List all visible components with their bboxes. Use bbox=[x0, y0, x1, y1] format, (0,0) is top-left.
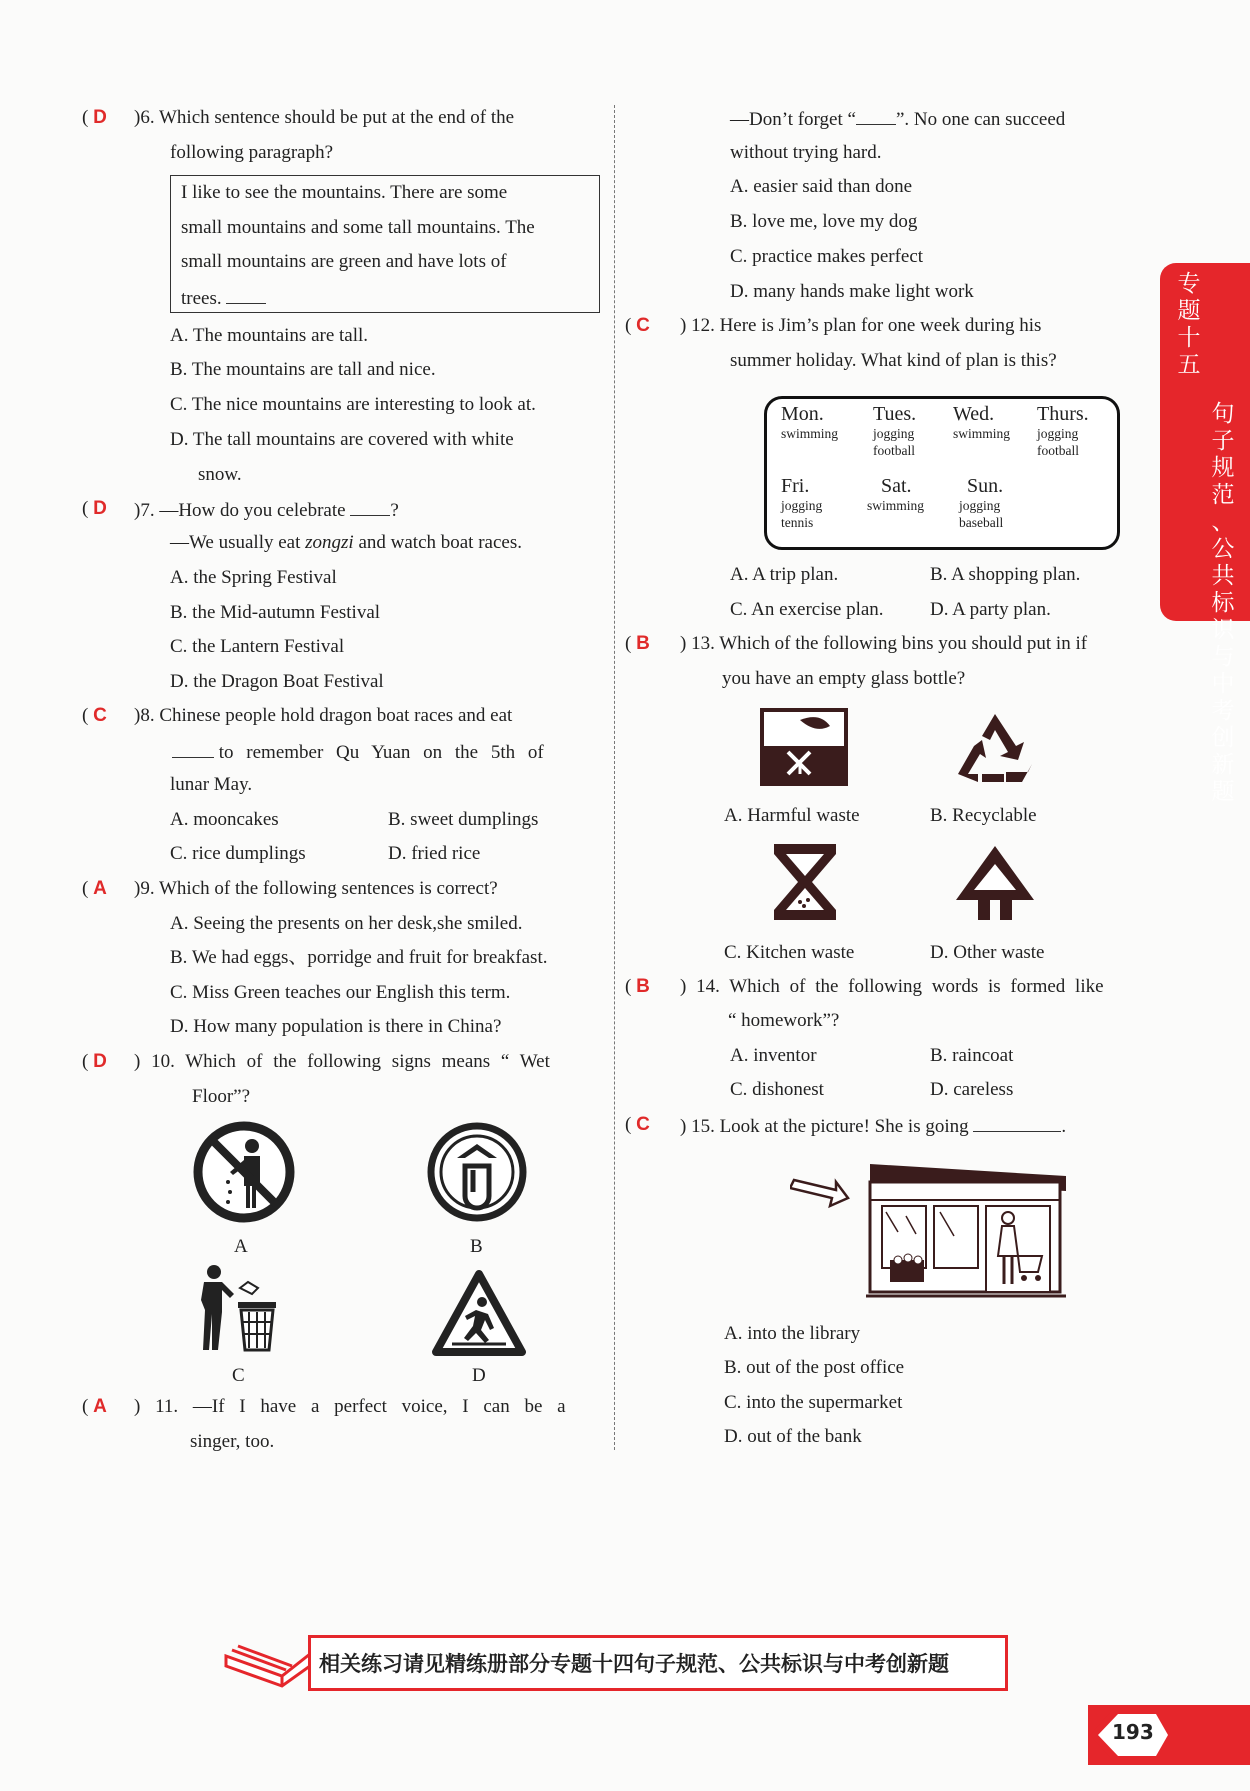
q8-answer: C bbox=[93, 705, 107, 726]
q11-reply-line2: without trying hard. bbox=[730, 142, 882, 163]
q11-answer-bracket: ( A bbox=[82, 1396, 107, 1417]
q14-option-a: A. inventor bbox=[730, 1045, 817, 1066]
chapter-side-tab bbox=[1160, 263, 1250, 805]
q12-answer-bracket: ( C bbox=[625, 315, 650, 336]
q6-passage-line3: small mountains are green and have lots of bbox=[181, 251, 507, 272]
chapter-tab-title: 句 子 规 范 、 公 共 标 识 与 中 考 创 新 题 bbox=[1211, 401, 1235, 805]
q6-stem-line2: following paragraph? bbox=[170, 142, 334, 163]
other-waste-icon bbox=[952, 842, 1038, 924]
pencil-book-icon bbox=[222, 1636, 314, 1688]
q8-stem-line2: to remember Qu Yuan on the 5th of bbox=[172, 739, 544, 765]
q12-stem-line1: ) 12. Here is Jim’s plan for one week during his bbox=[680, 315, 1042, 336]
q6-stem-line1: )6. Which sentence should be put at the end of the bbox=[134, 107, 515, 128]
q10-label-a: A bbox=[234, 1236, 248, 1257]
q6-passage-line4: trees. bbox=[181, 285, 266, 311]
q14-option-c: C. dishonest bbox=[730, 1079, 824, 1100]
column-divider bbox=[614, 105, 615, 1450]
q10-answer: D bbox=[93, 1051, 107, 1072]
q11-option-b: B. love me, love my dog bbox=[730, 211, 918, 232]
q9-option-a: A. Seeing the presents on her desk,she smiled. bbox=[170, 913, 523, 934]
q12-option-a: A. A trip plan. bbox=[730, 564, 839, 585]
q11-option-c: C. practice makes perfect bbox=[730, 246, 924, 267]
q7-option-a: A. the Spring Festival bbox=[170, 567, 337, 588]
wet-floor-sign-icon bbox=[430, 1268, 528, 1360]
plan-friday: Fri. jogging tennis bbox=[781, 475, 823, 530]
recycle-icon bbox=[952, 708, 1038, 788]
use-litter-bin-icon bbox=[196, 1262, 278, 1354]
q6-option-c: C. The nice mountains are interesting to look at. bbox=[170, 394, 536, 415]
q13-answer: B bbox=[636, 633, 650, 654]
q9-answer: A bbox=[93, 878, 107, 899]
page-number: 193 bbox=[1112, 1720, 1154, 1744]
q15-option-c: C. into the supermarket bbox=[724, 1392, 903, 1413]
harmful-waste-icon bbox=[760, 708, 848, 786]
q7-stem: )7. —How do you celebrate ? bbox=[134, 497, 399, 523]
q7-option-c: C. the Lantern Festival bbox=[170, 636, 345, 657]
q11-option-a: A. easier said than done bbox=[730, 176, 913, 197]
q15-option-b: B. out of the post office bbox=[724, 1357, 905, 1378]
q11-stem-line2: singer, too. bbox=[190, 1431, 275, 1452]
q10-label-d: D bbox=[472, 1365, 486, 1386]
q6-option-b: B. The mountains are tall and nice. bbox=[170, 359, 436, 380]
q15-stem: ) 15. Look at the picture! She is going . bbox=[680, 1113, 1066, 1139]
q7-answer-bracket: ( D bbox=[82, 498, 107, 519]
q8-stem-line3: lunar May. bbox=[170, 774, 253, 795]
q7-answer: D bbox=[93, 498, 107, 519]
q6-option-a: A. The mountains are tall. bbox=[170, 325, 369, 346]
q11-stem-line1: ) 11. —If I have a perfect voice, I can be a bbox=[134, 1396, 566, 1417]
q14-stem-line2: “ homework”? bbox=[728, 1010, 840, 1031]
plan-wednesday: Wed. swimming bbox=[953, 403, 1011, 441]
q12-option-d: D. A party plan. bbox=[930, 599, 1051, 620]
q9-answer-bracket: ( A bbox=[82, 878, 107, 899]
footer-reference-text: 相关练习请见精练册部分专题十四句子规范、公共标识与中考创新题 bbox=[319, 1652, 949, 1676]
q10-label-c: C bbox=[232, 1365, 245, 1386]
weekly-plan-board bbox=[764, 396, 1120, 550]
q7-option-d: D. the Dragon Boat Festival bbox=[170, 671, 384, 692]
q12-option-c: C. An exercise plan. bbox=[730, 599, 884, 620]
q13-stem-line2: you have an empty glass bottle? bbox=[722, 668, 966, 689]
q6-passage-line2: small mountains and some tall mountains. The bbox=[181, 217, 535, 238]
plan-tuesday: Tues. jogging football bbox=[873, 403, 917, 458]
q13-option-d: D. Other waste bbox=[930, 942, 1045, 963]
q10-label-b: B bbox=[470, 1236, 483, 1257]
q11-answer: A bbox=[93, 1396, 107, 1417]
hand-sign-icon bbox=[425, 1120, 529, 1224]
q13-option-a: A. Harmful waste bbox=[724, 805, 860, 826]
q8-option-c: C. rice dumplings bbox=[170, 843, 306, 864]
q13-stem-line1: ) 13. Which of the following bins you should put in if bbox=[680, 633, 1088, 654]
q9-option-b: B. We had eggs、porridge and fruit for breakfast. bbox=[170, 947, 548, 968]
q14-stem-line1: ) 14. Which of the following words is formed like bbox=[680, 976, 1104, 997]
plan-thursday: Thurs. jogging football bbox=[1037, 403, 1089, 458]
q14-option-d: D. careless bbox=[930, 1079, 1014, 1100]
q7-reply: —We usually eat zongzi and watch boat races. bbox=[170, 532, 522, 553]
plan-monday: Mon. swimming bbox=[781, 403, 839, 441]
plan-sunday: Sun. jogging baseball bbox=[959, 475, 1004, 530]
q10-answer-bracket: ( D bbox=[82, 1051, 107, 1072]
q15-option-a: A. into the library bbox=[724, 1323, 861, 1344]
q8-option-a: A. mooncakes bbox=[170, 809, 279, 830]
q6-option-d-cont: snow. bbox=[198, 464, 242, 485]
q13-option-c: C. Kitchen waste bbox=[724, 942, 855, 963]
q14-option-b: B. raincoat bbox=[930, 1045, 1014, 1066]
q6-passage-line1: I like to see the mountains. There are some bbox=[181, 182, 508, 203]
q13-option-b: B. Recyclable bbox=[930, 805, 1037, 826]
q15-answer-bracket: ( C bbox=[625, 1114, 650, 1135]
q12-option-b: B. A shopping plan. bbox=[930, 564, 1081, 585]
q6-answer: D bbox=[93, 107, 107, 128]
q12-answer: C bbox=[636, 315, 650, 336]
q6-answer-bracket: ( D bbox=[82, 107, 107, 128]
q13-answer-bracket: ( B bbox=[625, 633, 650, 654]
q15-answer: C bbox=[636, 1114, 650, 1135]
q12-stem-line2: summer holiday. What kind of plan is this? bbox=[730, 350, 1057, 371]
footer-reference-box bbox=[308, 1635, 1008, 1691]
q8-option-b: B. sweet dumplings bbox=[388, 809, 539, 830]
q9-stem: )9. Which of the following sentences is correct? bbox=[134, 878, 498, 899]
q6-option-d: D. The tall mountains are covered with white bbox=[170, 429, 514, 450]
q10-stem-line1: ) 10. Which of the following signs means “ Wet bbox=[134, 1051, 550, 1072]
q9-option-d: D. How many population is there in China? bbox=[170, 1016, 502, 1037]
q10-stem-line2: Floor”? bbox=[192, 1086, 251, 1107]
plan-saturday: Sat. swimming bbox=[867, 475, 925, 513]
q11-option-d: D. many hands make light work bbox=[730, 281, 974, 302]
q14-answer-bracket: ( B bbox=[625, 976, 650, 997]
q14-answer: B bbox=[636, 976, 650, 997]
q9-option-c: C. Miss Green teaches our English this term. bbox=[170, 982, 511, 1003]
q7-option-b: B. the Mid-autumn Festival bbox=[170, 602, 381, 623]
chapter-tab-number: 专 题 十 五 bbox=[1177, 271, 1201, 378]
q8-option-d: D. fried rice bbox=[388, 843, 481, 864]
no-littering-sign-icon bbox=[192, 1120, 296, 1224]
storefront-illustration bbox=[790, 1160, 1080, 1308]
q8-stem-line1: )8. Chinese people hold dragon boat races and eat bbox=[134, 705, 513, 726]
q15-option-d: D. out of the bank bbox=[724, 1426, 862, 1447]
kitchen-waste-icon bbox=[770, 840, 840, 924]
q11-reply: —Don’t forget “ ”. No one can succeed bbox=[730, 106, 1065, 132]
q8-answer-bracket: ( C bbox=[82, 705, 107, 726]
